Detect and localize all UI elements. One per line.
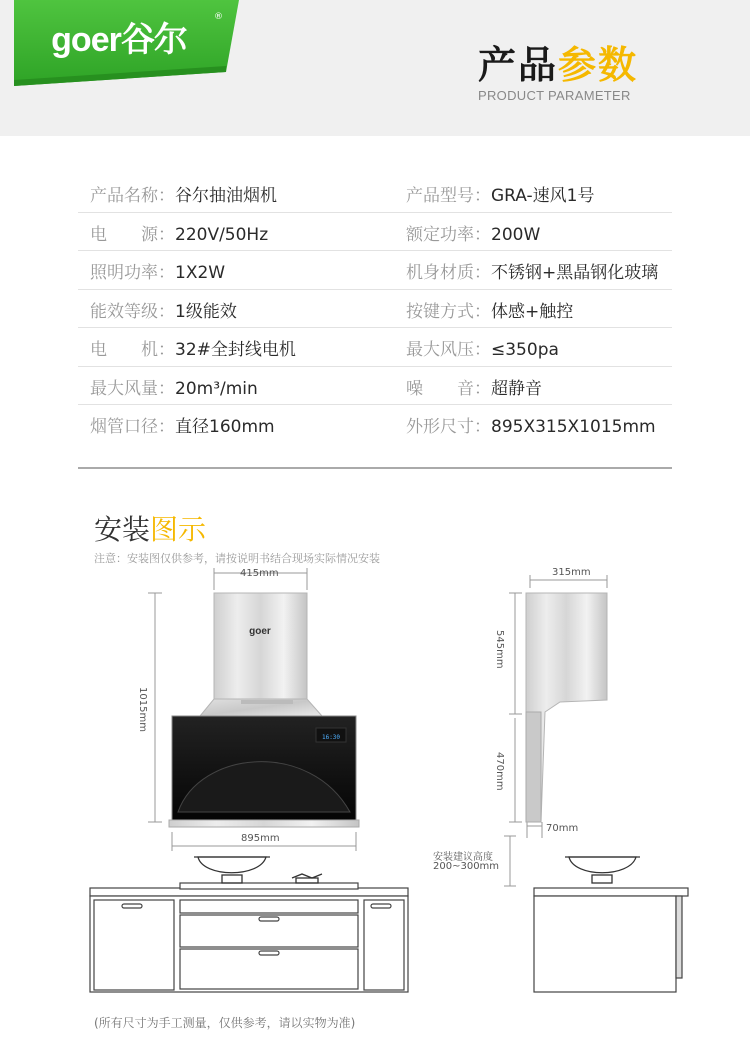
spec-value: 20m³/min — [175, 378, 258, 399]
spec-value: 220V/50Hz — [175, 224, 269, 245]
hood-logo: goer — [249, 626, 271, 637]
spec-label: 最大风量： — [90, 378, 175, 399]
page-title-dark: 产品 — [478, 43, 559, 87]
dim-label-lower-height: 470mm — [494, 752, 505, 791]
spec-value: 体感+触控 — [491, 301, 574, 322]
spec-label: 电 源： — [90, 224, 175, 245]
spec-value: 1X2W — [175, 263, 226, 283]
page-title-gold: 参数 — [558, 43, 639, 87]
spec-value: ≤350pa — [491, 340, 559, 360]
spec-label: 烟管口径： — [90, 417, 175, 437]
hood-chimney — [214, 593, 307, 699]
dim-label-total-height: 1015mm — [137, 687, 148, 732]
cabinet-door-right — [364, 900, 404, 990]
side-cabinet-body — [534, 896, 676, 992]
page-subtitle: PRODUCT PARAMETER — [478, 88, 631, 103]
spec-value: 200W — [491, 224, 541, 245]
cabinet-front — [90, 883, 408, 992]
side-cabinet-edge — [676, 896, 682, 978]
measurement-footnote: (所有尺寸为手工测量，仅供参考，请以实物为准) — [94, 1016, 356, 1030]
spec-value: 谷尔抽油烟机 — [175, 186, 277, 206]
spec-value: 1级能效 — [175, 301, 237, 322]
spec-value: 不锈钢+黑晶钢化玻璃 — [491, 263, 659, 283]
install-note: 注意：安装图仅供参考，请按说明书结合现场实际情况安装 — [94, 552, 380, 565]
spec-label: 最大风压： — [406, 340, 491, 360]
dim-label-depth-top: 315mm — [552, 567, 591, 578]
hood-side-lower — [526, 712, 541, 822]
handle — [122, 904, 142, 908]
dim-label-bottom-width: 895mm — [241, 833, 280, 844]
spec-label: 产品名称： — [90, 186, 175, 206]
install-height-advice-value: 200~300mm — [433, 861, 500, 872]
spec-label: 噪 音： — [406, 378, 491, 399]
spec-value: 直径160mm — [175, 417, 275, 437]
brand-logo-text: goer谷尔 — [51, 21, 187, 59]
wok-front — [194, 857, 322, 883]
spec-value: 895X315X1015mm — [491, 417, 656, 437]
display-readout: 16:30 — [321, 734, 341, 741]
handle — [259, 951, 279, 955]
dim-label-upper-height: 545mm — [494, 630, 505, 669]
cabinet-drawer-top — [180, 900, 358, 913]
spec-value: 超静音 — [491, 378, 542, 399]
install-title-dark: 安装 — [94, 513, 151, 546]
install-height-advice-label: 安装建议高度 — [433, 852, 493, 863]
install-title-gold: 图示 — [150, 513, 207, 546]
spec-label: 电 机： — [90, 340, 175, 360]
cabinet-door-left — [94, 900, 174, 990]
spec-label: 能效等级： — [90, 301, 175, 322]
registered-mark: ® — [214, 12, 223, 22]
wok-side — [565, 857, 640, 883]
spec-label: 按键方式： — [406, 301, 491, 322]
hood-vent-slot — [241, 700, 293, 704]
spec-label: 外形尺寸： — [406, 417, 491, 437]
hood-side-view — [526, 593, 607, 822]
spec-label: 机身材质： — [406, 263, 491, 283]
hood-bottom-trim — [169, 820, 359, 827]
cabinet-side — [534, 888, 688, 992]
dim-label-bottom-depth: 70mm — [546, 823, 579, 834]
spec-label: 额定功率： — [406, 224, 491, 245]
spec-label: 产品型号： — [406, 186, 491, 206]
handle — [259, 917, 279, 921]
spec-label: 照明功率： — [90, 263, 175, 283]
spec-value: 32#全封线电机 — [175, 340, 296, 360]
dim-label-top-width: 415mm — [240, 568, 279, 579]
side-countertop — [534, 888, 688, 896]
spec-value: GRA-速风1号 — [491, 186, 595, 206]
handle — [371, 904, 391, 908]
cooktop — [180, 883, 358, 889]
